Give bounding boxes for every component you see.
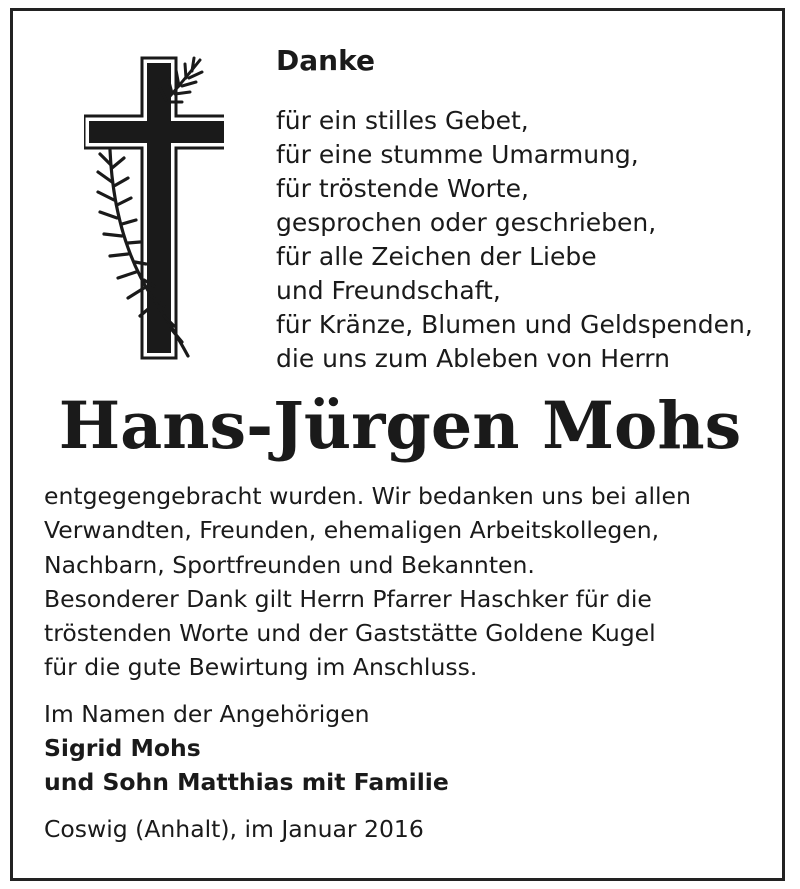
cross-with-palm-frond-icon	[84, 50, 224, 364]
deceased-name: Hans-Jürgen Mohs	[58, 388, 742, 464]
body-line: Nachbarn, Sportfreunden und Bekannten.	[44, 550, 535, 579]
signatory-primary: Sigrid Mohs	[44, 734, 201, 762]
body-line: für die gute Bewirtung im Anschluss.	[44, 653, 478, 682]
verse-lines	[276, 104, 753, 376]
signoff	[44, 697, 449, 799]
body-line: Besonderer Dank gilt Herrn Pfarrer Haschker für die	[44, 584, 652, 613]
verse-line: für alle Zeichen der Liebe	[276, 242, 597, 271]
body-line: Verwandten, Freunden, ehemaligen Arbeitskollegen,	[44, 516, 660, 545]
place-date: Coswig (Anhalt), im Januar 2016	[44, 815, 424, 843]
signoff-intro: Im Namen der Angehörigen	[44, 700, 370, 728]
signatory-family: und Sohn Matthias mit Familie	[44, 768, 449, 796]
verse-line: für eine stumme Umarmung,	[276, 140, 639, 169]
notice-title: Danke	[276, 44, 375, 77]
verse-line: für Kränze, Blumen und Geldspenden,	[276, 310, 753, 339]
body-line: tröstenden Worte und der Gaststätte Goldene Kugel	[44, 619, 656, 648]
verse-line: die uns zum Ableben von Herrn	[276, 344, 670, 373]
body-text	[44, 479, 691, 685]
body-line: entgegengebracht wurden. Wir bedanken uns bei allen	[44, 482, 691, 510]
verse-line: gesprochen oder geschrieben,	[276, 208, 657, 237]
verse-line: für tröstende Worte,	[276, 174, 529, 203]
verse-line: und Freundschaft,	[276, 276, 501, 305]
verse-line: für ein stilles Gebet,	[276, 106, 529, 135]
